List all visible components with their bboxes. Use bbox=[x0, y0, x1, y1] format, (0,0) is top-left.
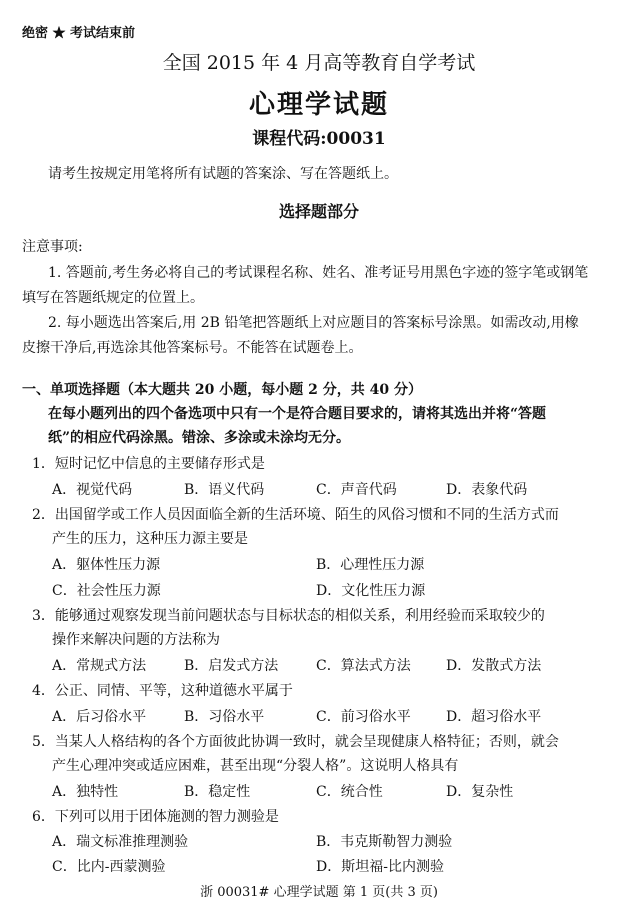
question-1-stem: 1．短时记忆中信息的主要储存形式是 bbox=[32, 456, 265, 472]
question-2-option-a: A．躯体性压力源 bbox=[52, 557, 161, 573]
answer-instruction: 请考生按规定用笔将所有试题的答案涂、写在答题纸上。 bbox=[48, 166, 398, 182]
question-2-option-c: C．社会性压力源 bbox=[52, 583, 161, 599]
question-3-option-d: D．发散式方法 bbox=[446, 658, 542, 674]
question-1-option-c: C．声音代码 bbox=[316, 482, 397, 498]
question-6-option-c: C．比内-西蒙测验 bbox=[52, 859, 166, 875]
question-4-option-c: C．前习俗水平 bbox=[316, 709, 411, 725]
course-code: 课程代码:00031 bbox=[252, 129, 386, 149]
question-4-stem: 4．公正、同情、平等，这种道德水平属于 bbox=[32, 683, 293, 699]
question-4-option-a: A．后习俗水平 bbox=[52, 709, 147, 725]
paper-title: 心理学试题 bbox=[248, 90, 389, 120]
question-3-option-a: A．常规式方法 bbox=[52, 658, 147, 674]
question-2-stem-line-1: 2．出国留学或工作人员因面临全新的生活环境、陌生的风俗习惯和不同的生活方式而 bbox=[32, 507, 559, 523]
note-1-line-1: 1. 答题前,考生务必将自己的考试课程名称、姓名、准考证号用黑色字迹的签字笔或钢笔 bbox=[48, 265, 589, 281]
question-5-option-a: A．独特性 bbox=[52, 784, 119, 800]
question-6-stem: 6．下列可以用于团体施测的智力测验是 bbox=[32, 809, 279, 825]
question-5-option-c: C．统合性 bbox=[316, 784, 383, 800]
question-3-option-b: B．启发式方法 bbox=[184, 658, 279, 674]
question-3-option-c: C．算法式方法 bbox=[316, 658, 411, 674]
question-5-option-d: D．复杂性 bbox=[446, 784, 514, 800]
question-5-stem-line-1: 5．当某人人格结构的各个方面彼此协调一致时，就会呈现健康人格特征；否则，就会 bbox=[32, 734, 559, 750]
question-1-option-b: B．语义代码 bbox=[184, 482, 265, 498]
exam-title: 全国 2015 年 4 月高等教育自学考试 bbox=[162, 52, 476, 74]
page-footer: 浙 00031# 心理学试题 第 1 页(共 3 页) bbox=[200, 885, 438, 900]
question-6-option-a: A．瑞文标准推理测验 bbox=[52, 834, 189, 850]
question-6-option-d: D．斯坦福-比内测验 bbox=[316, 859, 444, 875]
question-4-option-b: B．习俗水平 bbox=[184, 709, 265, 725]
part-1-title: 一、单项选择题（本大题共 20 小题，每小题 2 分，共 40 分） bbox=[22, 382, 422, 398]
question-3-stem-line-2: 操作来解决问题的方法称为 bbox=[52, 632, 220, 648]
part-1-desc-line-2: 纸”的相应代码涂黑。错涂、多涂或未涂均无分。 bbox=[48, 430, 351, 446]
part-1-desc-line-1: 在每小题列出的四个备选项中只有一个是符合题目要求的，请将其选出并将“答题 bbox=[48, 406, 547, 422]
notes-title: 注意事项: bbox=[22, 239, 83, 255]
question-4-option-d: D．超习俗水平 bbox=[446, 709, 542, 725]
note-2-line-2: 皮擦干净后,再选涂其他答案标号。不能答在试题卷上。 bbox=[22, 340, 363, 356]
question-6-option-b: B．韦克斯勒智力测验 bbox=[316, 834, 453, 850]
question-2-stem-line-2: 产生的压力，这种压力源主要是 bbox=[52, 531, 248, 547]
question-5-option-b: B．稳定性 bbox=[184, 784, 251, 800]
section-title: 选择题部分 bbox=[278, 202, 359, 221]
secret-label: 绝密 ★ 考试结束前 bbox=[22, 26, 136, 41]
question-2-option-b: B．心理性压力源 bbox=[316, 557, 425, 573]
note-2-line-1: 2. 每小题选出答案后,用 2B 铅笔把答题纸上对应题目的答案标号涂黑。如需改动,用橡 bbox=[48, 315, 579, 331]
question-3-stem-line-1: 3．能够通过观察发现当前问题状态与目标状态的相似关系，利用经验而采取较少的 bbox=[32, 608, 545, 624]
question-1-option-d: D．表象代码 bbox=[446, 482, 528, 498]
note-1-line-2: 填写在答题纸规定的位置上。 bbox=[22, 290, 204, 306]
question-5-stem-line-2: 产生心理冲突或适应困难，甚至出现“分裂人格”。这说明人格具有 bbox=[52, 758, 459, 774]
question-1-option-a: A．视觉代码 bbox=[52, 482, 133, 498]
question-2-option-d: D．文化性压力源 bbox=[316, 583, 426, 599]
